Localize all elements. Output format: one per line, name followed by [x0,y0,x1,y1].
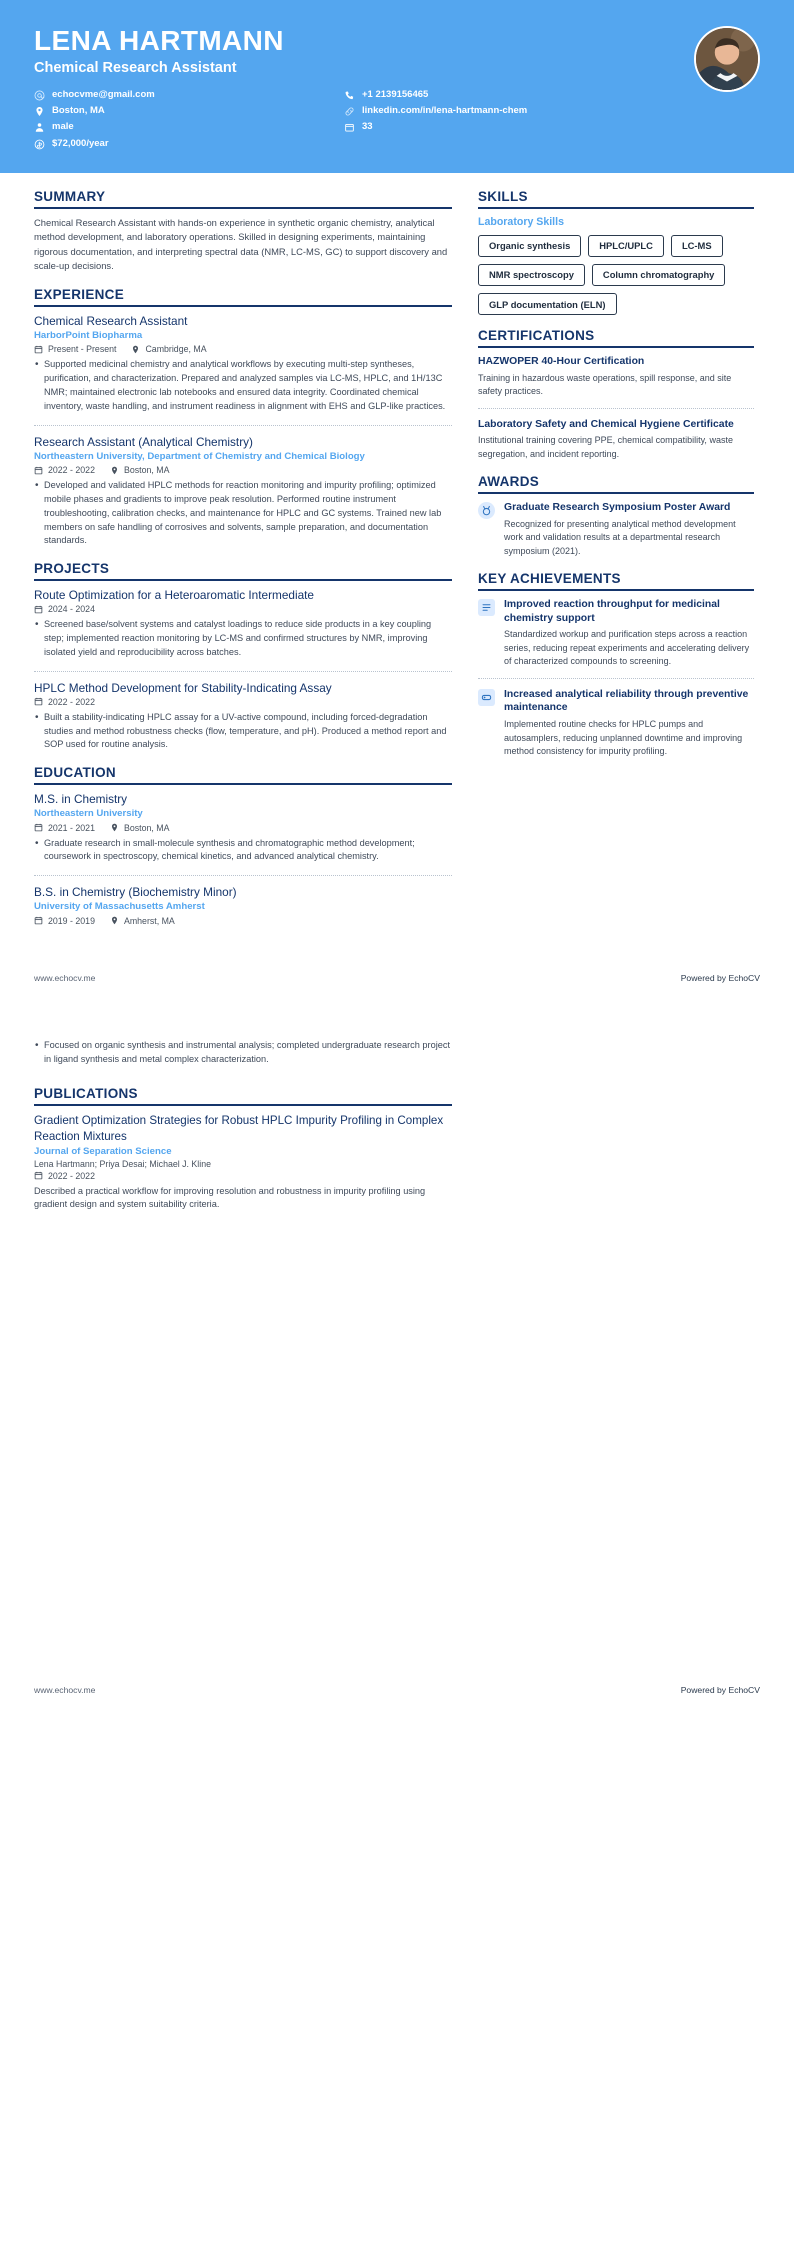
education-location-value: Amherst, MA [123,915,175,926]
education-dates [34,916,95,926]
contact-email-value: echocvme@gmail.com [52,88,155,100]
experience-meta [34,344,452,354]
list-lines-icon [478,599,495,616]
experience-bullets [34,479,452,548]
education-dates-value: 2019 - 2019 [48,915,95,926]
calendar-icon [34,697,43,706]
experience-dates [34,344,116,354]
location-pin-icon [34,106,45,117]
contact-location-value: Boston, MA [52,105,105,117]
certification-description: Training in hazardous waste operations, spill response, and site safety practices. [478,372,732,397]
education-meta [34,823,452,833]
phone-icon [344,90,355,101]
publications-heading: PUBLICATIONS [34,1086,138,1102]
resume-body [0,173,794,939]
divider [34,671,452,672]
footer-site[interactable]: www.echocv.me [34,972,96,983]
projects-rule [34,579,452,581]
candidate-job-title: Chemical Research Assistant [34,59,237,76]
publication-dates-value: 2022 - 2022 [48,1170,95,1181]
project-entry [34,588,452,659]
section-awards [478,474,754,558]
right-column [478,189,754,772]
list-item: • Graduate research in small-molecule synthesis and chromatographic method development; coursework in spectroscopy, chemical kinetics, and advanced analytical chemistry. [34,837,452,865]
project-name: Route Optimization for a Heteroaromatic Intermediate [34,588,314,603]
page-footer [0,973,794,983]
project-meta [34,697,452,707]
section-publications [34,1086,452,1212]
achievement-description: Standardized workup and purification steps across a reaction series, reducing repeat experiments and accelerating delivery of characterized compounds to screening. [504,629,750,667]
project-dates [34,604,95,614]
certification-item [478,418,754,462]
experience-dates [34,465,95,475]
experience-bullets [34,358,452,413]
experience-location [131,344,206,354]
achievement-item [478,598,754,669]
education-dates [34,823,95,833]
education-degree: M.S. in Chemistry [34,792,128,807]
calendar-icon [34,466,43,475]
publication-title: Gradient Optimization Strategies for Robust HPLC Impurity Profiling in Complex Reaction Mixtures [34,1114,444,1143]
salary-coin-icon [34,139,45,150]
resume-body-page2 [0,1023,794,1225]
summary-rule [34,207,452,209]
education-location-value: Boston, MA [123,822,170,833]
certifications-rule [478,346,754,348]
experience-location-value: Cambridge, MA [145,344,207,355]
contact-gender [34,121,334,134]
avatar [694,26,760,92]
education-school: Northeastern University [34,808,143,820]
contact-linkedin-value: linkedin.com/in/lena-hartmann-chem [362,105,528,117]
publication-description: Described a practical workflow for improving resolution and robustness in impurity profiling using gradient design and system suitability criteria. [34,1185,426,1210]
contact-email[interactable] [34,89,334,102]
candidate-name: LENA HARTMANN [34,25,284,56]
project-meta [34,604,452,614]
project-bullets [34,618,452,659]
footer-site[interactable]: www.echocv.me [34,1685,96,1696]
contact-age-value: 33 [362,121,373,133]
section-key-achievements [478,571,754,758]
section-experience [34,287,452,548]
key-achievements-heading: KEY ACHIEVEMENTS [478,571,621,587]
award-name: Graduate Research Symposium Poster Award [504,502,731,514]
page-footer-2 [0,1685,794,1695]
publication-journal: Journal of Separation Science [34,1145,172,1157]
education-bullets [34,837,452,865]
contact-linkedin[interactable] [344,105,654,118]
award-description: Recognized for presenting analytical method development work and validation results at a departmental research symposium (2021). [504,518,736,556]
project-dates [34,697,95,707]
publications-rule [34,1104,452,1106]
divider [34,425,452,426]
skill-pill: Organic synthesis [478,235,581,257]
certifications-heading: CERTIFICATIONS [478,328,595,344]
left-column [34,189,452,939]
achievement-name: Increased analytical reliability through preventive maintenance [504,688,749,714]
section-skills [478,189,754,316]
skills-heading: SKILLS [478,188,528,204]
project-dates-value: 2024 - 2024 [48,604,95,615]
location-pin-icon [110,916,119,925]
education-location [110,916,175,926]
calendar-icon [34,605,43,614]
project-entry [34,681,452,752]
skills-group-label: Laboratory Skills [478,215,564,228]
education-dates-value: 2021 - 2021 [48,822,95,833]
experience-entry [34,314,452,414]
skills-list [478,235,754,316]
education-rule [34,783,452,785]
contact-location [34,105,334,118]
contact-phone[interactable] [344,89,654,102]
section-education [34,765,452,926]
list-item: • Focused on organic synthesis and instrumental analysis; completed undergraduate research project in ligand synthesis and metal complex characterization. [34,1039,452,1067]
divider [478,408,754,409]
list-item: • Screened base/solvent systems and catalyst loadings to reduce side products in a key coupling step; implemented reaction monitoring by LC-MS and confirmed structures by NMR, improving isolated yield and reproducibility across batches. [34,618,452,659]
certification-description: Institutional training covering PPE, chemical compatibility, waste segregation, and incident reporting. [478,435,733,459]
project-dates-value: 2022 - 2022 [48,696,95,707]
key-achievements-rule [478,589,754,591]
avatar-photo [696,28,758,90]
certification-name: HAZWOPER 40-Hour Certification [478,356,645,368]
experience-location-value: Boston, MA [123,465,170,476]
link-icon [344,106,355,117]
skill-pill: GLP documentation (ELN) [478,293,617,315]
education-entry [34,885,452,926]
contact-gender-value: male [52,121,74,133]
section-projects [34,561,452,752]
experience-rule [34,305,452,307]
award-body [504,501,754,558]
section-certifications [478,328,754,461]
experience-dates-value: Present - Present [48,344,117,355]
calendar-icon [344,122,355,133]
achievement-item [478,688,754,759]
education-degree: B.S. in Chemistry (Biochemistry Minor) [34,885,237,900]
contact-salary [34,138,334,151]
experience-role: Research Assistant (Analytical Chemistry) [34,434,253,449]
skills-rule [478,207,754,209]
contact-age [344,121,654,134]
projects-heading: PROJECTS [34,561,110,577]
experience-org: HarborPoint Biopharma [34,329,143,341]
education-meta [34,916,452,926]
education-bullets-continued [34,1039,452,1067]
calendar-icon [34,916,43,925]
contact-phone-value: +1 2139156465 [362,88,429,100]
calendar-icon [34,345,43,354]
summary-text: Chemical Research Assistant with hands-on experience in synthetic organic chemistry, analytical method development, and laboratory operations. Skilled in designing experiments, maintaining rigorous documentation, and interpreting spectral data (NMR, LC-MS, GC) to support discovery and scale-up decisions. [34,216,448,272]
education-school: University of Massachusetts Amherst [34,901,205,913]
resume-header [0,0,794,173]
publication-entry [34,1113,452,1212]
footer-brand: Powered by EchoCV [680,972,760,983]
experience-location [110,465,169,475]
list-item: • Built a stability-indicating HPLC assay for a UV-active compound, including forced-degradation studies and method robustness checks (flow, temperature, and pH). Produced a method report and SOP used for routine analysis. [34,711,452,752]
achievement-body [504,688,754,759]
list-item: • Developed and validated HPLC methods for reaction monitoring and impurity profiling; optimized mobile phases and gradients to improve peak resolution. Performed routine instrument troubleshooting, calibration checks, and maintenance for HPLC and GC systems. Trained new lab members on safe handling of corrosives and solvents, sample preparation, and documentation standards. [34,479,452,548]
left-column-page2 [34,1039,452,1225]
location-pin-icon [131,345,140,354]
education-location [110,823,169,833]
awards-rule [478,492,754,494]
achievement-name: Improved reaction throughput for medicinal chemistry support [504,599,720,624]
divider [478,678,754,679]
skill-pill: LC-MS [671,235,723,257]
skill-pill: Column chromatography [592,264,725,286]
experience-entry [34,435,452,549]
project-name: HPLC Method Development for Stability-Indicating Assay [34,680,332,695]
calendar-icon [34,823,43,832]
award-item [478,501,754,558]
summary-heading: SUMMARY [34,188,106,204]
calendar-icon [34,1171,43,1180]
section-summary [34,189,452,274]
experience-dates-value: 2022 - 2022 [48,465,95,476]
list-item: • Supported medicinal chemistry and analytical workflows by executing multi-step syntheses, purification, and characterization. Prepared and analyzed samples via LC-MS, HPLC, and 1H/13C NMR; maintained electronic lab notebooks and ensured data integrity. Coordinated chemical inventory, waste handling, and instrument readiness in alignment with EHS and GLP-like practices. [34,358,452,413]
education-entry [34,792,452,864]
divider [34,875,452,876]
publication-meta [34,1171,452,1181]
experience-role: Chemical Research Assistant [34,313,188,328]
awards-heading: AWARDS [478,474,540,490]
award-medal-icon [478,502,495,519]
skill-pill: NMR spectroscopy [478,264,585,286]
publication-authors: Lena Hartmann; Priya Desai; Michael J. Kline [34,1158,211,1169]
skill-pill: HPLC/UPLC [588,235,664,257]
education-heading: EDUCATION [34,765,116,781]
achievement-description: Implemented routine checks for HPLC pumps and autosamplers, reducing unplanned downtime and improving method consistency for impurity profiling. [504,719,743,756]
footer-brand: Powered by EchoCV [680,1685,760,1696]
location-pin-icon [110,466,119,475]
project-bullets [34,711,452,752]
experience-meta [34,465,452,475]
contact-salary-value: $72,000/year [52,137,109,149]
location-pin-icon [110,823,119,832]
experience-heading: EXPERIENCE [34,286,125,302]
person-icon [34,122,45,133]
email-icon [34,90,45,101]
achievement-body [504,598,754,669]
contact-details [34,89,654,151]
publication-dates [34,1171,95,1181]
certification-name: Laboratory Safety and Chemical Hygiene Certificate [478,418,734,430]
gauge-icon [478,689,495,706]
certification-item [478,355,754,399]
experience-org: Northeastern University, Department of Chemistry and Chemical Biology [34,450,365,462]
